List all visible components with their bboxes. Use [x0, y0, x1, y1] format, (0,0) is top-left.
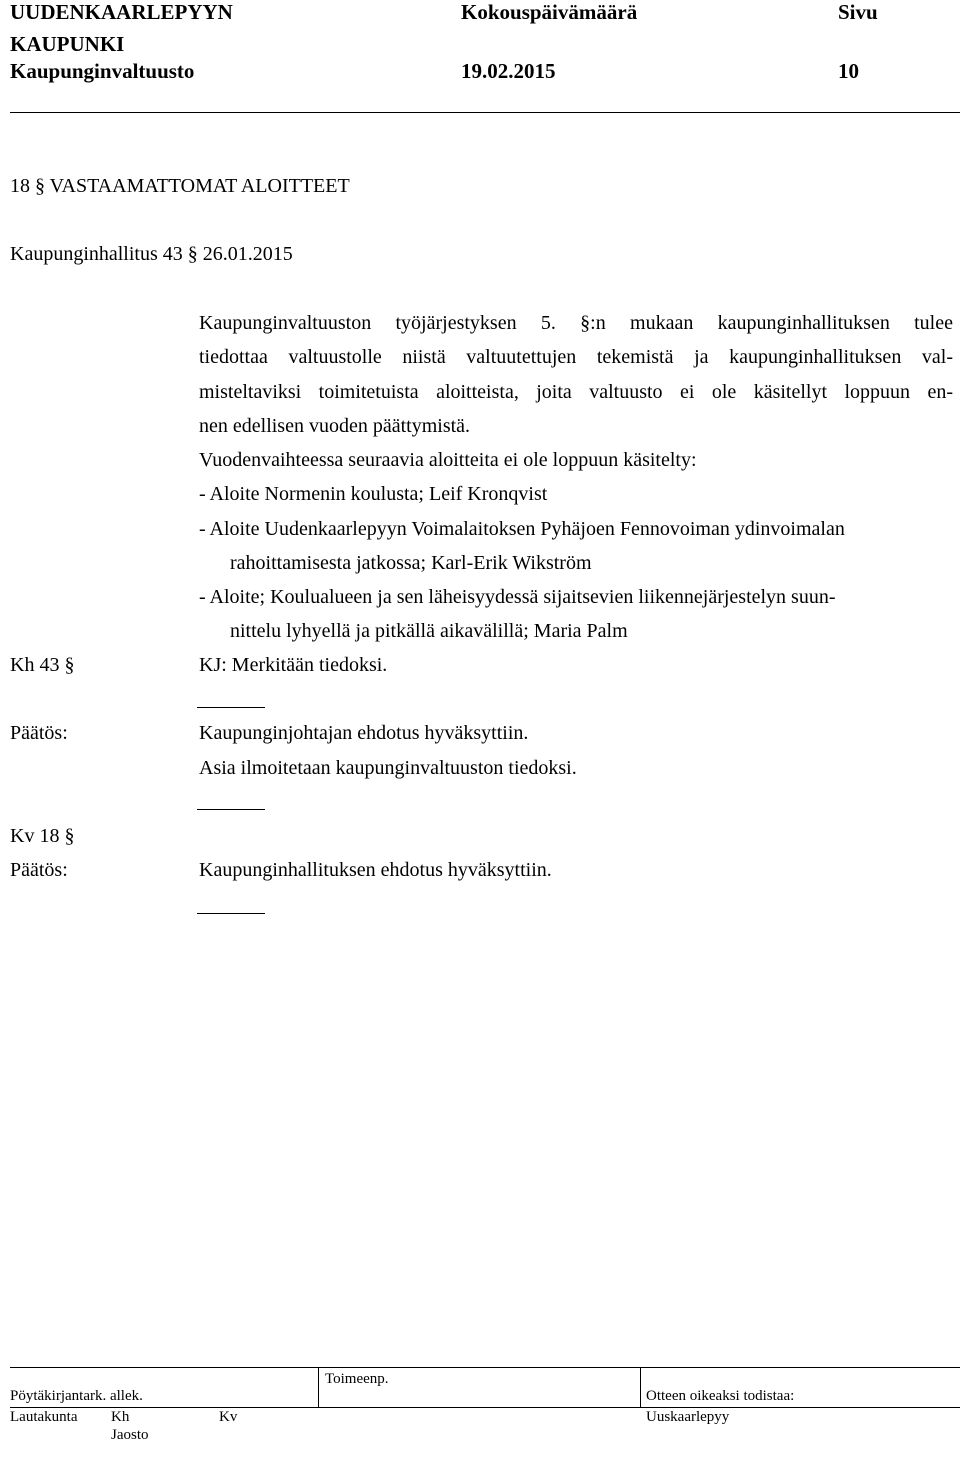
footer-divider [318, 1367, 319, 1407]
initiative-item-2-cont: rahoittamisesta jatkossa; Karl-Erik Wikström [230, 552, 592, 574]
footer-col-jaosto: Jaosto [111, 1427, 149, 1443]
body-name: Kaupunginvaltuusto [10, 59, 195, 83]
separator-line [197, 809, 265, 810]
footer-col-kv: Kv [219, 1409, 238, 1425]
item-heading: 18 § VASTAAMATTOMAT ALOITTEET [10, 175, 350, 197]
separator-line [197, 913, 265, 914]
kv-decision-label: Päätös: [10, 859, 68, 881]
kh-decision-text-2: Asia ilmoitetaan kaupunginvaltuuston tiedoksi. [199, 757, 577, 779]
separator-line [197, 707, 265, 708]
page-number: 10 [838, 59, 859, 83]
footer-col-lautakunta: Lautakunta [10, 1409, 78, 1425]
kh-section-label: Kh 43 § [10, 654, 75, 676]
footer-certified-label: Otteen oikeaksi todistaa: [646, 1388, 795, 1404]
body-paragraph [199, 306, 953, 443]
footer-rule [10, 1367, 960, 1368]
org-name-line2: KAUPUNKI [10, 32, 125, 56]
kv-section-label: Kv 18 § [10, 825, 75, 847]
kh-decision-label: Päätös: [10, 722, 68, 744]
date-value: 19.02.2015 [461, 59, 556, 83]
footer-place: Uuskaarlepyy [646, 1409, 730, 1425]
kh-proposal: KJ: Merkitään tiedoksi. [199, 654, 388, 676]
kv-decision-text: Kaupunginhallituksen ehdotus hyväksyttiin. [199, 859, 552, 881]
initiative-item-3: - Aloite; Koulualueen ja sen läheisyydessä sijaitsevien liikennejärjestelyn suun- [199, 586, 836, 608]
para-line-1: Kaupunginvaltuuston työjärjestyksen 5. §:n mukaan kaupunginhallituksen tulee [199, 312, 953, 334]
item-reference: Kaupunginhallitus 43 § 26.01.2015 [10, 243, 293, 265]
footer-sign-label: Pöytäkirjantark. allek. [10, 1388, 143, 1404]
kh-decision-text: Kaupunginjohtajan ehdotus hyväksyttiin. [199, 722, 529, 744]
org-name-line1: UUDENKAARLEPYYN [10, 0, 233, 24]
para-line-2: tiedottaa valtuustolle niistä valtuutettujen tekemistä ja kaupunginhallituksen val- [199, 346, 953, 369]
para-line-4: nen edellisen vuoden päättymistä. [199, 414, 471, 437]
initiative-item-2: - Aloite Uudenkaarlepyyn Voimalaitoksen Pyhäjoen Fennovoiman ydinvoimalan [199, 518, 845, 540]
date-label: Kokouspäivämäärä [461, 0, 638, 24]
para-line-3: misteltaviksi toimitetuista aloitteista, joita valtuusto ei ole käsitellyt loppuun en- [199, 380, 953, 403]
footer-col-kh: Kh [111, 1409, 130, 1425]
footer-divider [640, 1367, 641, 1407]
initiative-item-1: - Aloite Normenin koulusta; Leif Kronqvist [199, 483, 548, 505]
footer-toimeenp: Toimeenp. [325, 1371, 389, 1387]
initiative-item-3-cont: nittelu lyhyellä ja pitkällä aikavälillä; Maria Palm [230, 620, 628, 642]
header-rule [10, 112, 960, 113]
footer-rule-2 [10, 1407, 960, 1408]
page-label: Sivu [838, 0, 878, 24]
intro-line: Vuodenvaihteessa seuraavia aloitteita ei ole loppuun käsitelty: [199, 449, 697, 471]
